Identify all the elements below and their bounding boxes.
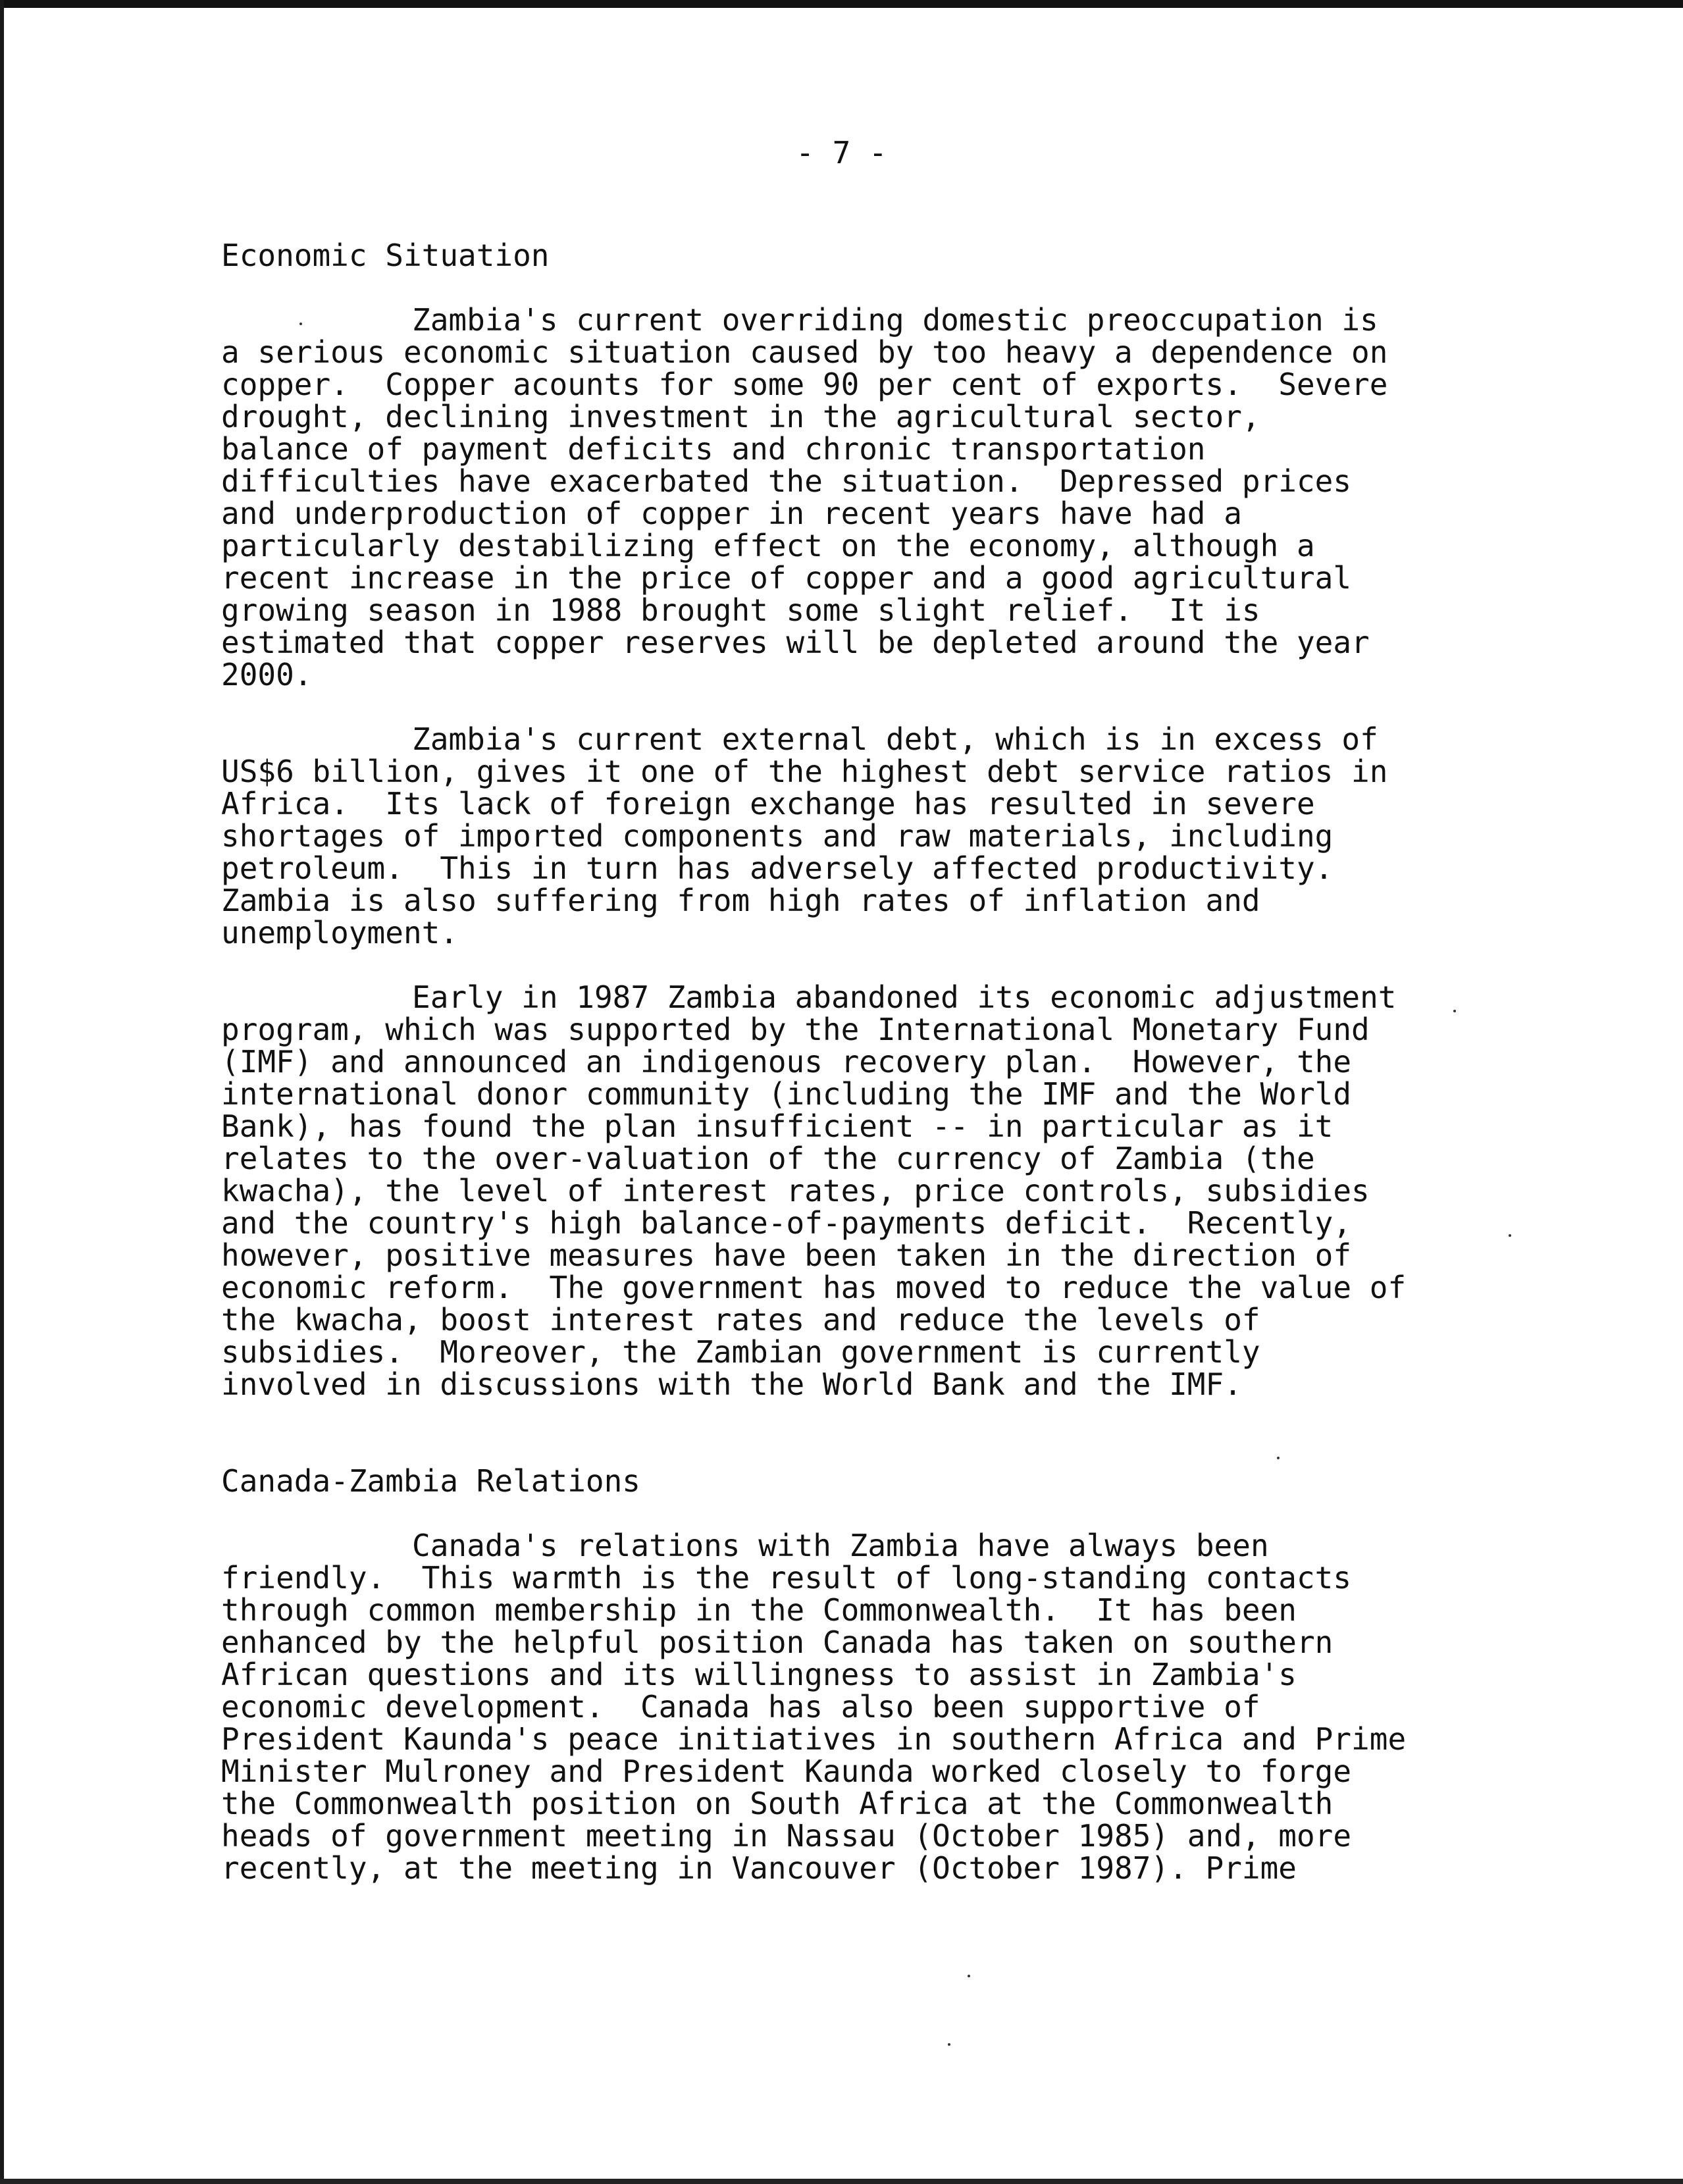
text-line: and the country's high balance-of-payments deficit. Recently, [221,1205,1352,1241]
scan-speck [1277,1457,1280,1459]
text-line: heads of government meeting in Nassau (October 1985) and, more [221,1818,1352,1854]
text-line: difficulties have exacerbated the situation. Depressed prices [221,463,1352,499]
text-line: a serious economic situation caused by too heavy a dependence on [221,334,1388,370]
paragraph [221,723,1498,949]
scan-border-top [0,0,1683,8]
scan-speck [968,1975,970,1977]
scan-speck [1509,1234,1511,1237]
scan-border-bottom [0,2179,1683,2184]
text-line: however, positive measures have been taken in the direction of [221,1237,1352,1273]
text-line: kwacha), the level of interest rates, price controls, subsidies [221,1173,1370,1209]
text-line: Bank), has found the plan insufficient -- in particular as it [221,1108,1333,1144]
text-line: economic development. Canada has also been supportive of [221,1689,1260,1725]
text-line: particularly destabilizing effect on the economy, although a [221,528,1315,563]
scan-speck [299,323,302,325]
text-line: the Commonwealth position on South Africa at the Commonwealth [221,1786,1333,1821]
text-line: balance of payment deficits and chronic transportation [221,431,1206,467]
text-line: involved in discussions with the World Bank and the IMF. [221,1366,1242,1402]
text-line: through common membership in the Commonwealth. It has been [221,1592,1297,1628]
text-line: Zambia's current overriding domestic preoccupation is [412,302,1378,338]
scan-border-left [0,0,4,2184]
text-line: African questions and its willingness to assist in Zambia's [221,1657,1297,1692]
text-line: recent increase in the price of copper and a good agricultural [221,560,1352,596]
text-line: subsidies. Moreover, the Zambian government is currently [221,1334,1260,1370]
text-line: drought, declining investment in the agricultural sector, [221,399,1260,434]
text-line: 2000. [221,657,313,692]
paragraph [221,981,1498,1401]
text-line: Minister Mulroney and President Kaunda worked closely to forge [221,1754,1352,1789]
text-line: economic reform. The government has moved to reduce the value of [221,1270,1407,1305]
text-line: US$6 billion, gives it one of the highest debt service ratios in [221,754,1388,789]
text-line: estimated that copper reserves will be depleted around the year [221,625,1370,660]
text-line: shortages of imported components and raw materials, including [221,818,1333,854]
text-line: Early in 1987 Zambia abandoned its economic adjustment [412,979,1397,1015]
text-line: international donor community (including the IMF and the World [221,1076,1352,1112]
document-body [221,240,1498,1885]
text-line: the kwacha, boost interest rates and reduce the levels of [221,1302,1260,1338]
text-line: Zambia's current external debt, which is in excess of [412,721,1378,757]
scan-speck [1453,1010,1456,1012]
text-line: relates to the over-valuation of the currency of Zambia (the [221,1141,1315,1176]
page-number: - 7 - [796,135,887,170]
text-line: copper. Copper acounts for some 90 per cent of exports. Severe [221,367,1388,402]
text-line: program, which was supported by the International Monetary Fund [221,1012,1370,1047]
text-line: Canada's relations with Zambia have always been [412,1528,1269,1563]
text-line: recently, at the meeting in Vancouver (October 1987). Prime [221,1850,1297,1886]
section-heading-canada-zambia-relations: Canada-Zambia Relations [221,1463,640,1499]
paragraph [221,1530,1498,1885]
scan-speck [948,2043,950,2046]
text-line: and underproduction of copper in recent years have had a [221,496,1242,531]
text-line: growing season in 1988 brought some slight relief. It is [221,592,1260,628]
text-line: unemployment. [221,915,459,950]
text-line: Africa. Its lack of foreign exchange has resulted in severe [221,786,1315,821]
text-line: Zambia is also suffering from high rates of inflation and [221,883,1260,918]
text-line: enhanced by the helpful position Canada has taken on southern [221,1625,1333,1660]
text-line: President Kaunda's peace initiatives in southern Africa and Prime [221,1721,1407,1757]
section-heading-economic-situation: Economic Situation [221,238,550,273]
text-line: petroleum. This in turn has adversely affected productivity. [221,850,1333,886]
paragraph [221,304,1498,691]
text-line: (IMF) and announced an indigenous recovery plan. However, the [221,1044,1352,1079]
text-line: friendly. This warmth is the result of long-standing contacts [221,1560,1352,1596]
